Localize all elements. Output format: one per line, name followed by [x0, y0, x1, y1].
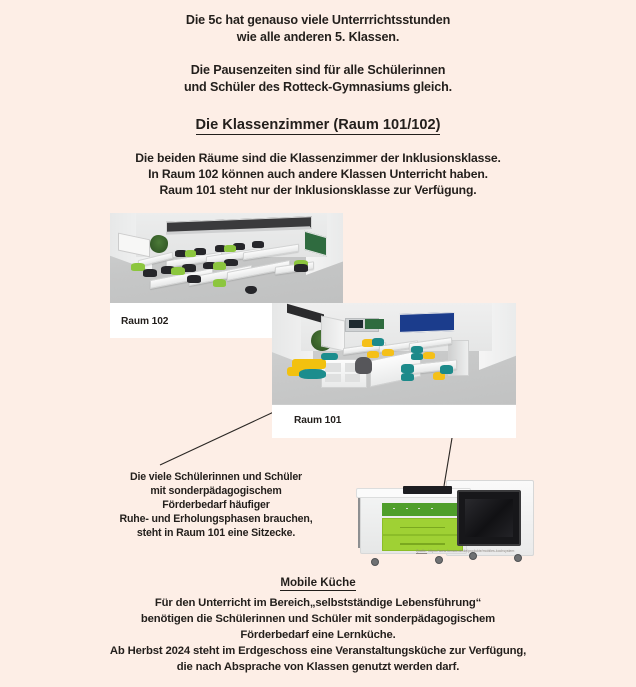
intro-paragraph-2-line: und Schüler des Rotteck-Gymnasiums gleich. [183, 79, 453, 94]
green-chalkboard [365, 319, 385, 329]
intro-paragraph-1-line: Die 5c hat genauso viele Unterrrichtsstunden [185, 13, 451, 27]
classrooms-description-line: In Raum 102 können auch andere Klassen Unterricht haben. [148, 167, 488, 182]
kitchen-description-line: benötigen die Schülerinnen und Schüler mit sonderpädagogischem [140, 613, 496, 626]
seating-pouf-teal [299, 369, 326, 379]
kitchen-induction-hob [403, 486, 452, 495]
chair [294, 264, 308, 272]
kitchen-caster-wheel [371, 558, 379, 566]
intro-paragraph-2-line: Die Pausenzeiten sind für alle Schülerinnen [190, 63, 446, 77]
classroom-photo-raum-101 [272, 303, 516, 407]
chair-dark [355, 357, 372, 374]
kitchen-heading-text: Mobile Küche [280, 576, 356, 589]
intro-paragraph-1-line: wie alle anderen 5. Klassen. [236, 29, 400, 44]
chair [187, 275, 201, 283]
chair-green [185, 250, 197, 257]
chair-green [171, 267, 185, 275]
classrooms-heading [0, 117, 636, 133]
chair [143, 269, 157, 277]
mobile-kitchen-photo [352, 470, 540, 568]
intro-paragraph-2 [0, 62, 636, 95]
sitzecke-line: Ruhe- und Erholungsphasen brauchen, [119, 513, 313, 526]
chair [224, 259, 238, 267]
potted-plant [150, 235, 169, 252]
chair-teal [401, 364, 413, 372]
photo-caption-raum-101: Raum 101 [294, 415, 342, 426]
photo-card-raum-101 [272, 303, 516, 438]
kitchen-description-line: die nach Absprache von Klassen genutzt werden darf. [176, 661, 460, 674]
kitchen-caster-wheel [435, 556, 443, 564]
chair-yellow [382, 349, 394, 356]
chair-green [213, 279, 227, 287]
classrooms-heading-text: Die Klassenzimmer (Raum 101/102) [195, 117, 441, 133]
chair-teal [401, 373, 413, 381]
sitzecke-line: Die viele Schülerinnen und Schüler [129, 471, 303, 483]
classrooms-description [0, 150, 636, 198]
classrooms-description-line: Raum 101 steht nur der Inklusionsklasse zur Verfügung. [159, 183, 477, 198]
chair [252, 241, 264, 248]
intro-paragraph-1 [0, 12, 636, 45]
chair-yellow [367, 351, 379, 358]
kitchen-description-line: Förderbedarf eine Lernküche. [240, 629, 396, 642]
kitchen-caster-wheel [514, 554, 522, 562]
chair-teal [440, 365, 452, 373]
kitchen-heading [0, 576, 636, 589]
seating-cube-teal [321, 353, 338, 360]
chair-yellow [423, 352, 435, 359]
blue-pinboard [399, 312, 455, 333]
kitchen-control-panel [382, 503, 461, 516]
chair-teal [372, 338, 384, 345]
door-panel [321, 315, 345, 351]
sitzecke-description [96, 470, 336, 540]
sitzecke-line: steht in Raum 101 eine Sitzecke. [136, 527, 296, 540]
kitchen-description-line: Für den Unterricht im Bereich„selbstständige Lebensführung“ [154, 597, 482, 609]
sitzecke-line: Förderbedarf häufiger [162, 499, 270, 512]
connector-line-sitzecke [160, 410, 278, 465]
kitchen-source-label: Quelle: [416, 549, 428, 553]
kitchen-source-url: https://www.furnwa.de/de/produkte/mobiles-kochsystem [428, 549, 515, 553]
chair-teal [411, 353, 423, 360]
kitchen-drawer-upper [382, 518, 463, 535]
chair-green [213, 262, 227, 270]
kitchen-caster-wheel [469, 552, 477, 560]
classroom-photo-raum-102 [110, 213, 343, 310]
kitchen-description-line: Ab Herbst 2024 steht im Erdgeschoss eine Veranstaltungsküche zur Verfügung, [109, 645, 527, 658]
sitzecke-line: mit sonderpädagogischem [150, 485, 282, 498]
kitchen-image-source [416, 549, 514, 553]
classrooms-description-line: Die beiden Räume sind die Klassenzimmer der Inklusionsklasse. [135, 151, 501, 165]
photo-caption-raum-102: Raum 102 [121, 316, 169, 327]
chair-green [224, 245, 236, 252]
kitchen-description [0, 595, 636, 675]
kitchen-oven [457, 490, 521, 546]
room-render-102 [110, 213, 343, 310]
chair-teal [411, 346, 423, 353]
room-render-101 [272, 303, 516, 407]
